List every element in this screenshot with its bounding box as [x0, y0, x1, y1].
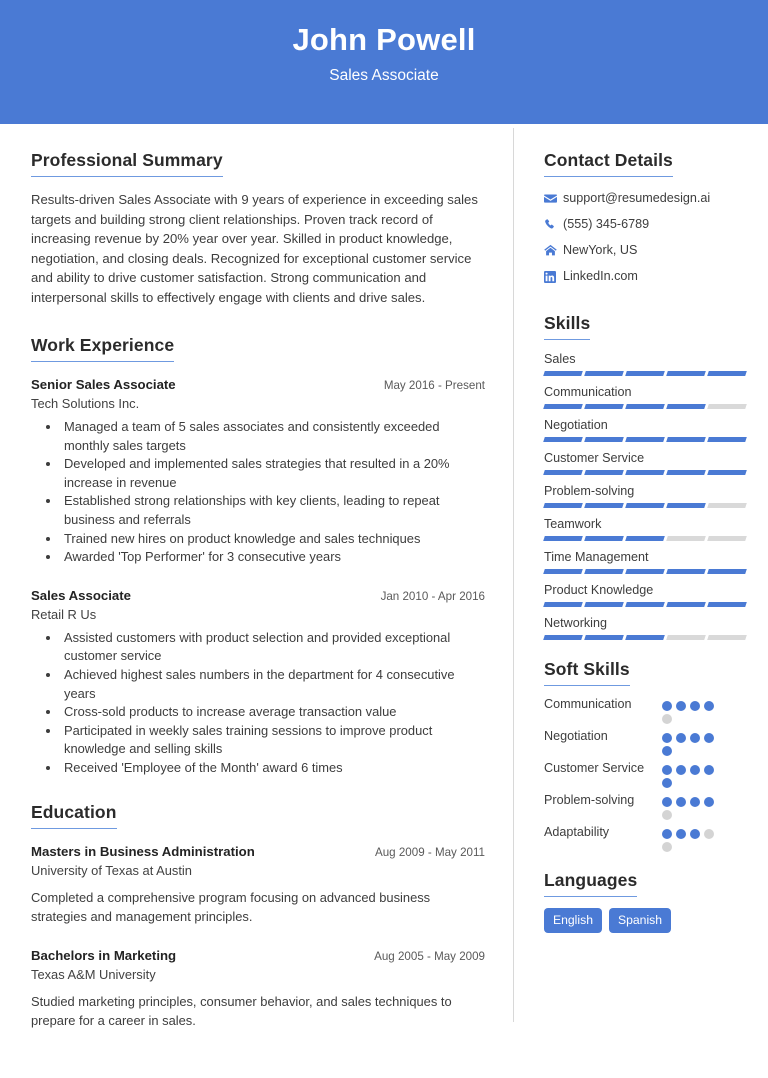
skill-item	[544, 482, 746, 508]
experience-entry-header	[31, 586, 485, 605]
skill-item	[544, 515, 746, 541]
skill-item	[544, 581, 746, 607]
skill-name: Customer Service	[544, 451, 645, 465]
education-entry-header	[31, 946, 485, 965]
skill-name: Teamwork	[544, 517, 602, 531]
experience-date: May 2016 - Present	[383, 379, 485, 392]
rating-dot	[662, 714, 672, 724]
skill-level-segment	[707, 470, 747, 475]
education-entry-header	[31, 842, 485, 861]
skill-item	[544, 416, 746, 442]
candidate-job-title: Sales Associate	[329, 66, 439, 84]
skill-level-bar	[544, 470, 746, 475]
skill-level-bar	[544, 569, 746, 574]
skill-level-segment	[543, 536, 583, 541]
soft-skill-name: Negotiation	[544, 729, 608, 743]
education-school: University of Texas at Austin	[31, 862, 192, 878]
education-heading: Education	[31, 802, 117, 829]
skill-level-segment	[625, 602, 665, 607]
soft-skill-item	[544, 824, 746, 852]
skill-level-segment	[707, 536, 747, 541]
education-date: Aug 2009 - May 2011	[375, 845, 485, 859]
skill-level-segment	[625, 569, 665, 574]
skill-level-bar	[544, 371, 746, 376]
skill-item	[544, 614, 746, 640]
linkedin-icon	[544, 271, 563, 283]
education-entry	[31, 946, 485, 1031]
skill-name: Product Knowledge	[544, 583, 654, 597]
spacer	[31, 929, 485, 946]
skill-level-segment	[584, 404, 624, 409]
skill-level-segment	[666, 602, 706, 607]
experience-company: Retail R Us	[31, 606, 97, 622]
skill-level-segment	[707, 569, 747, 574]
spacer	[31, 780, 485, 802]
experience-bullet: • Managed a team of 5 sales associates and consistently exceeded monthly sales targets	[61, 418, 485, 455]
skill-item	[544, 449, 746, 475]
skill-level-bar	[544, 635, 746, 640]
languages-section	[544, 870, 746, 933]
experience-bullet: • Assisted customers with product selection and provided exceptional customer service	[61, 629, 485, 666]
skill-level-segment	[707, 602, 747, 607]
skill-level-segment	[543, 602, 583, 607]
rating-dot	[662, 746, 672, 756]
rating-dot	[704, 797, 714, 807]
contact-details-heading: Contact Details	[544, 150, 673, 177]
language-pill[interactable]: English	[544, 908, 602, 933]
skill-level-segment	[666, 437, 706, 442]
rating-dot	[662, 765, 672, 775]
skill-level-segment	[666, 503, 706, 508]
skill-level-segment	[707, 503, 747, 508]
skill-name: Problem-solving	[544, 484, 635, 498]
skills-list	[544, 350, 746, 640]
left-column	[0, 124, 513, 1078]
rating-dot	[662, 733, 672, 743]
contact-item-linkedin[interactable]	[544, 268, 746, 285]
skill-level-segment	[625, 404, 665, 409]
experience-date: Jan 2010 - Apr 2016	[380, 589, 485, 603]
education-degree: Bachelors in Marketing	[31, 947, 177, 963]
contact-location-value: NewYork, US	[563, 243, 638, 257]
languages-heading: Languages	[544, 870, 637, 897]
soft-skill-name: Problem-solving	[544, 793, 635, 807]
rating-dot	[704, 733, 714, 743]
contact-email-value: support@resumedesign.ai	[563, 191, 711, 205]
skill-level-bar	[544, 536, 746, 541]
section-heading-wrap	[544, 870, 746, 897]
skill-level-segment	[543, 437, 583, 442]
skill-level-segment	[707, 404, 747, 409]
experience-role: Sales Associate	[31, 587, 131, 603]
resume-body	[0, 124, 768, 1078]
soft-skill-item	[544, 792, 746, 820]
candidate-name: John Powell	[292, 22, 476, 58]
education-date: Aug 2005 - May 2009	[374, 949, 485, 963]
skill-name: Sales	[544, 352, 576, 366]
skill-level-bar	[544, 404, 746, 409]
skill-name: Networking	[544, 616, 607, 630]
rating-dot	[690, 829, 700, 839]
rating-dot	[690, 701, 700, 711]
rating-dot	[676, 701, 686, 711]
experience-bullet: • Established strong relationships with key clients, leading to repeat business and referrals	[61, 492, 485, 529]
soft-skill-name: Customer Service	[544, 761, 645, 775]
rating-dot	[676, 797, 686, 807]
experience-bullet: • Cross-sold products to increase average transaction value	[61, 703, 485, 722]
resume-header-banner	[0, 0, 768, 124]
right-column	[514, 124, 768, 1078]
soft-skill-name: Adaptability	[544, 825, 610, 839]
language-pill[interactable]: Spanish	[609, 908, 671, 933]
home-icon	[544, 244, 563, 257]
skill-level-segment	[666, 635, 706, 640]
contact-item-location[interactable]	[544, 242, 746, 259]
skill-level-segment	[543, 470, 583, 475]
experience-bullet-list	[31, 629, 485, 778]
experience-bullet: • Received 'Employee of the Month' award 6 times	[61, 759, 485, 778]
professional-summary-text: Results-driven Sales Associate with 9 years of experience in exceeding sales targets and building strong client relationships. Proven track record of increasing revenue by 20% year over year. Skilled in product knowledge, negotiation, and closing deals. Recognized for exceptional customer service and ability to drive customer satisfaction. Strong communication and interpersonal skills to effectively engage with clients and drive sales.	[31, 192, 478, 305]
skill-level-segment	[543, 404, 583, 409]
skill-level-bar	[544, 602, 746, 607]
skill-level-segment	[666, 569, 706, 574]
soft-skills-list	[544, 696, 746, 852]
skill-level-segment	[543, 569, 583, 574]
contact-list	[544, 190, 746, 285]
skill-level-segment	[625, 371, 665, 376]
skill-level-bar	[544, 437, 746, 442]
section-heading-wrap	[31, 802, 485, 829]
skill-item	[544, 383, 746, 409]
contact-details-section	[544, 150, 746, 285]
rating-dot	[676, 733, 686, 743]
soft-skills-section	[544, 659, 746, 852]
contact-item-email[interactable]	[544, 190, 746, 207]
soft-skill-item	[544, 728, 746, 756]
rating-dot	[662, 797, 672, 807]
work-experience-section	[31, 335, 485, 778]
professional-summary-section	[31, 150, 485, 307]
work-experience-heading: Work Experience	[31, 335, 174, 362]
skill-level-segment	[666, 470, 706, 475]
skill-name: Time Management	[544, 550, 649, 564]
rating-dot	[704, 829, 714, 839]
soft-skill-rating	[662, 792, 722, 820]
rating-dot	[690, 733, 700, 743]
rating-dot	[662, 829, 672, 839]
experience-bullet: • Developed and implemented sales strategies that resulted in a 20% increase in revenue	[61, 455, 485, 492]
spacer	[31, 309, 485, 335]
spacer	[544, 294, 746, 313]
spacer	[544, 856, 746, 870]
section-heading-wrap	[31, 150, 485, 177]
soft-skills-heading: Soft Skills	[544, 659, 630, 686]
spacer	[31, 569, 485, 586]
envelope-icon	[544, 192, 563, 205]
experience-entry	[31, 375, 485, 567]
education-description: Completed a comprehensive program focusing on advanced business strategies and management principles.	[31, 889, 431, 924]
section-heading-wrap	[544, 313, 746, 340]
section-heading-wrap	[31, 335, 485, 362]
soft-skill-name: Communication	[544, 697, 632, 711]
skill-level-segment	[584, 569, 624, 574]
skill-level-segment	[584, 536, 624, 541]
contact-linkedin-value: LinkedIn.com	[563, 269, 638, 283]
skill-level-segment	[707, 635, 747, 640]
experience-bullet: • Achieved highest sales numbers in the department for 4 consecutive years	[61, 666, 485, 703]
experience-company: Tech Solutions Inc.	[31, 396, 140, 411]
skill-level-segment	[543, 503, 583, 508]
rating-dot	[662, 810, 672, 820]
section-heading-wrap	[544, 150, 746, 177]
education-section	[31, 802, 485, 1031]
section-heading-wrap	[544, 659, 746, 686]
phone-icon	[544, 218, 563, 231]
rating-dot	[662, 778, 672, 788]
skill-level-segment	[625, 470, 665, 475]
rating-dot	[690, 765, 700, 775]
rating-dot	[662, 701, 672, 711]
skill-level-segment	[666, 536, 706, 541]
soft-skill-rating	[662, 760, 722, 788]
contact-phone-value: (555) 345-6789	[563, 217, 650, 231]
skills-heading: Skills	[544, 313, 590, 340]
skill-name: Communication	[544, 385, 632, 399]
rating-dot	[662, 842, 672, 852]
skill-level-segment	[543, 635, 583, 640]
soft-skill-rating	[662, 824, 722, 852]
skill-level-bar	[544, 503, 746, 508]
skill-name: Negotiation	[544, 418, 608, 432]
skill-level-segment	[543, 371, 583, 376]
soft-skill-item	[544, 696, 746, 724]
skill-level-segment	[584, 470, 624, 475]
soft-skill-rating	[662, 728, 722, 756]
experience-bullet: • Trained new hires on product knowledge and sales techniques	[61, 530, 485, 549]
skill-level-segment	[707, 437, 747, 442]
professional-summary-heading: Professional Summary	[31, 150, 223, 177]
experience-bullet: • Participated in weekly sales training sessions to improve product knowledge and selling skills	[61, 722, 485, 759]
skill-level-segment	[625, 503, 665, 508]
experience-entry	[31, 586, 485, 778]
skill-item	[544, 548, 746, 574]
skill-level-segment	[625, 536, 665, 541]
education-description: Studied marketing principles, consumer behavior, and sales techniques to prepare for a career in sales.	[31, 993, 452, 1028]
contact-item-phone[interactable]	[544, 216, 746, 233]
education-entry	[31, 842, 485, 927]
skills-section	[544, 313, 746, 640]
soft-skill-item	[544, 760, 746, 788]
skill-level-segment	[584, 503, 624, 508]
experience-role: Senior Sales Associate	[31, 377, 176, 392]
education-degree: Masters in Business Administration	[31, 843, 255, 859]
experience-bullet: • Awarded 'Top Performer' for 3 consecutive years	[61, 548, 485, 567]
rating-dot	[676, 765, 686, 775]
skill-level-segment	[584, 635, 624, 640]
soft-skill-rating	[662, 696, 722, 724]
skill-level-segment	[584, 437, 624, 442]
skill-level-segment	[584, 371, 624, 376]
languages-list	[544, 908, 746, 933]
skill-level-segment	[584, 602, 624, 607]
skill-item	[544, 350, 746, 376]
experience-bullet-list	[31, 418, 485, 567]
skill-level-segment	[707, 371, 747, 376]
experience-entry-header	[31, 375, 485, 394]
rating-dot	[690, 797, 700, 807]
skill-level-segment	[625, 437, 665, 442]
rating-dot	[704, 701, 714, 711]
skill-level-segment	[625, 635, 665, 640]
rating-dot	[676, 829, 686, 839]
rating-dot	[704, 765, 714, 775]
spacer	[544, 647, 746, 659]
education-school: Texas A&M University	[31, 966, 156, 982]
skill-level-segment	[666, 371, 706, 376]
skill-level-segment	[666, 404, 706, 409]
